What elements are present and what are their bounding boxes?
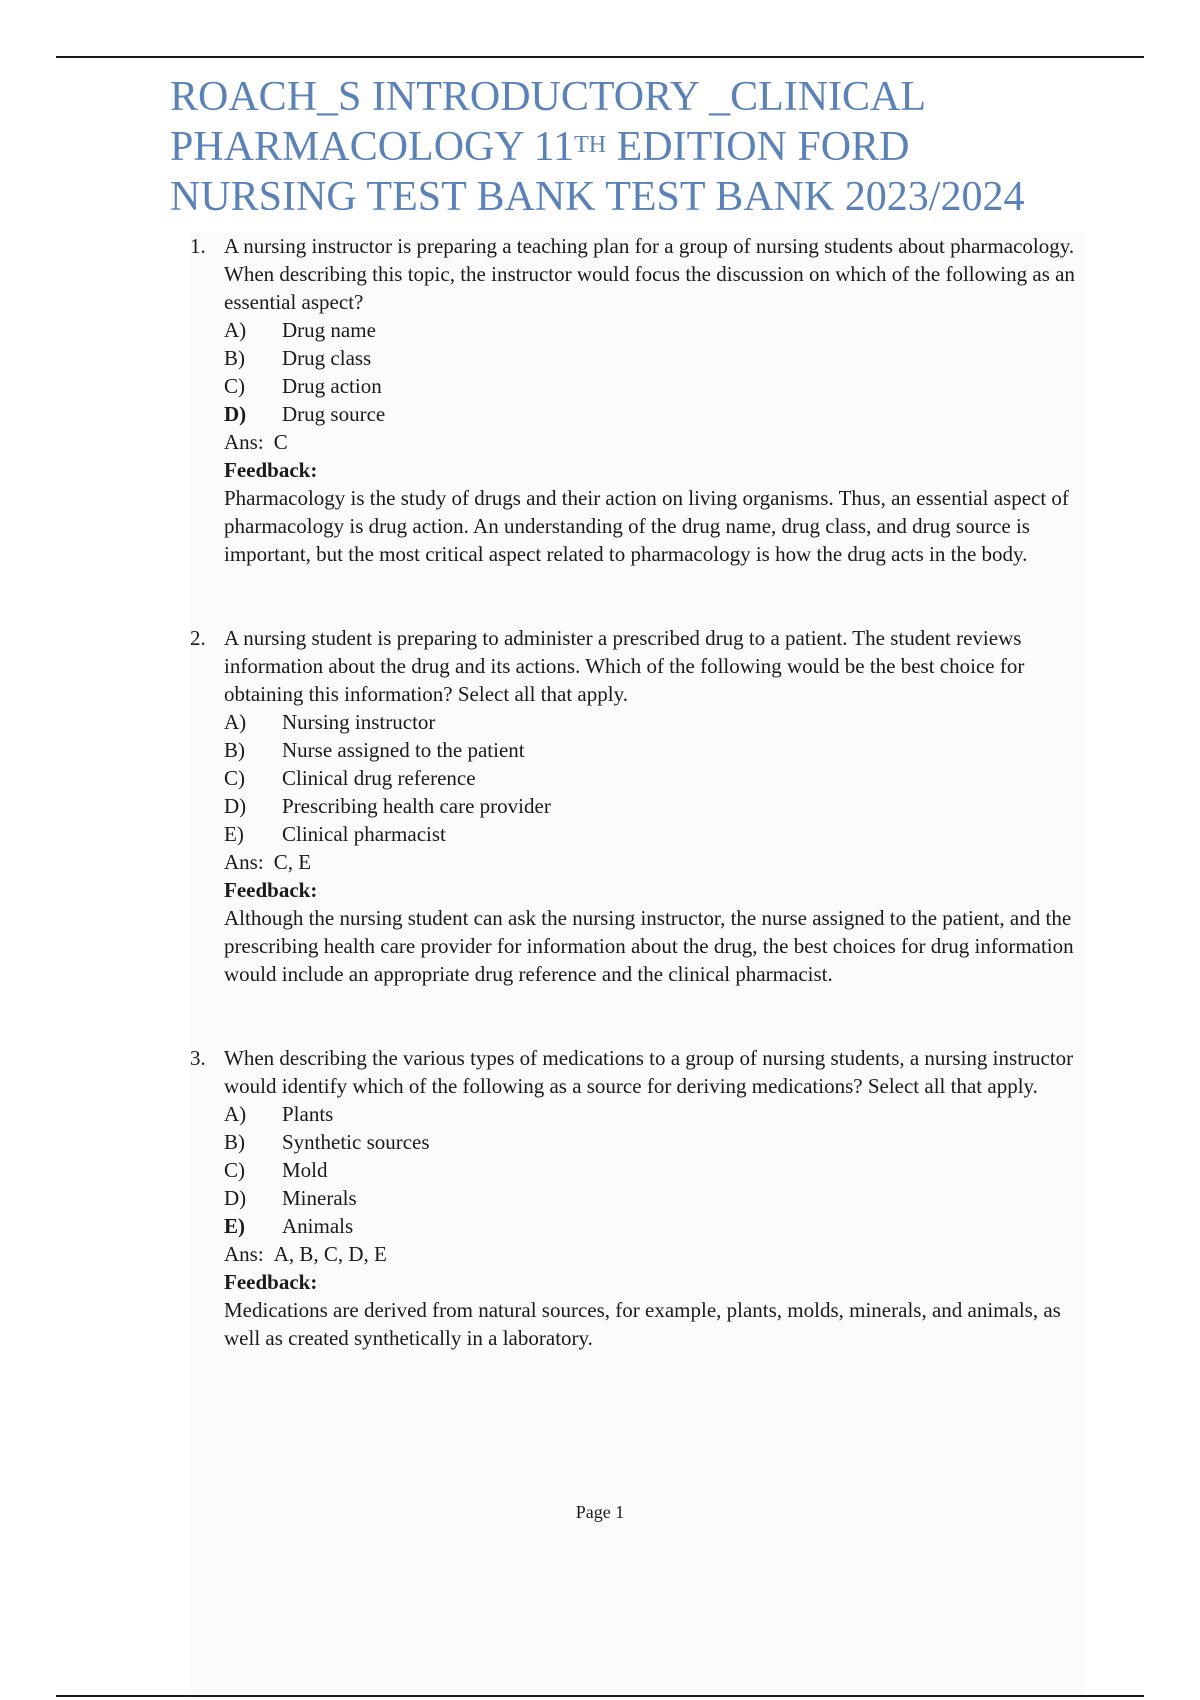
feedback-label: Feedback: bbox=[224, 878, 318, 902]
option-text: Drug source bbox=[282, 402, 386, 426]
option-c bbox=[224, 372, 1090, 400]
question-number: 3. bbox=[190, 1046, 206, 1070]
option-text: Clinical pharmacist bbox=[282, 822, 446, 846]
option-b bbox=[224, 736, 1090, 764]
answer-value: C, E bbox=[273, 850, 312, 874]
option-text: Animals bbox=[282, 1214, 354, 1238]
feedback-label: Feedback: bbox=[224, 458, 318, 482]
option-d bbox=[224, 400, 1090, 428]
option-letter: E) bbox=[224, 822, 244, 846]
option-c bbox=[224, 764, 1090, 792]
question-number: 2. bbox=[190, 626, 206, 650]
option-letter: B) bbox=[224, 346, 245, 370]
option-letter: C) bbox=[224, 1158, 245, 1182]
option-text: Mold bbox=[282, 1158, 328, 1182]
option-letter: C) bbox=[224, 374, 245, 398]
option-text: Clinical drug reference bbox=[282, 766, 476, 790]
answer-label: Ans: bbox=[224, 1242, 264, 1266]
option-letter: D) bbox=[224, 1186, 247, 1210]
answer-line bbox=[224, 848, 1090, 876]
option-letter: A) bbox=[224, 1102, 247, 1126]
page-number: Page 1 bbox=[575, 1502, 625, 1522]
option-list bbox=[224, 316, 1090, 428]
option-b bbox=[224, 344, 1090, 372]
option-e bbox=[224, 1212, 1090, 1240]
option-d bbox=[224, 792, 1090, 820]
question-2 bbox=[190, 624, 1090, 988]
question-list bbox=[190, 232, 1090, 1352]
question-3 bbox=[190, 1044, 1090, 1352]
document-title bbox=[170, 72, 1130, 222]
bottom-rule bbox=[56, 1695, 1144, 1697]
option-e bbox=[224, 820, 1090, 848]
option-letter: E) bbox=[224, 1214, 245, 1238]
question-number: 1. bbox=[190, 234, 206, 258]
question-stem: A nursing instructor is preparing a teaching plan for a group of nursing students about pharmacology. When describing this topic, the instructor would focus the discussion on which of the following as an essential aspect? bbox=[224, 234, 1075, 314]
feedback-text: Medications are derived from natural sources, for example, plants, molds, minerals, and animals, as well as created synthetically in a laboratory. bbox=[224, 1298, 1061, 1350]
question-stem: A nursing student is preparing to administer a prescribed drug to a patient. The student reviews information about the drug and its actions. Which of the following would be the best choice for obtaining this information? Select all that apply. bbox=[224, 626, 1025, 706]
option-a bbox=[224, 708, 1090, 736]
option-list bbox=[224, 708, 1090, 848]
option-letter: A) bbox=[224, 318, 247, 342]
option-d bbox=[224, 1184, 1090, 1212]
title-line-2-pre: PHARMACOLOGY 11 bbox=[170, 124, 575, 170]
feedback-label: Feedback: bbox=[224, 1270, 318, 1294]
feedback-text: Pharmacology is the study of drugs and their action on living organisms. Thus, an essential aspect of pharmacology is drug action. An understanding of the drug name, drug class, and drug source is important, but the most critical aspect related to pharmacology is how the drug acts in the body. bbox=[224, 486, 1069, 566]
answer-label: Ans: bbox=[224, 850, 264, 874]
option-text: Plants bbox=[282, 1102, 334, 1126]
option-text: Nursing instructor bbox=[282, 710, 436, 734]
option-text: Synthetic sources bbox=[282, 1130, 430, 1154]
option-b bbox=[224, 1128, 1090, 1156]
answer-value: C bbox=[273, 430, 288, 454]
question-1 bbox=[190, 232, 1090, 568]
title-line-2-post: EDITION FORD bbox=[606, 124, 910, 170]
option-text: Drug action bbox=[282, 374, 382, 398]
option-a bbox=[224, 1100, 1090, 1128]
option-text: Nurse assigned to the patient bbox=[282, 738, 525, 762]
option-text: Minerals bbox=[282, 1186, 357, 1210]
option-letter: B) bbox=[224, 1130, 245, 1154]
answer-line bbox=[224, 428, 1090, 456]
title-line-1: ROACH_S INTRODUCTORY _CLINICAL bbox=[170, 74, 927, 120]
option-letter: B) bbox=[224, 738, 245, 762]
option-list bbox=[224, 1100, 1090, 1240]
option-text: Drug name bbox=[282, 318, 376, 342]
option-text: Drug class bbox=[282, 346, 372, 370]
option-c bbox=[224, 1156, 1090, 1184]
answer-value: A, B, C, D, E bbox=[273, 1242, 387, 1266]
option-a bbox=[224, 316, 1090, 344]
option-text: Prescribing health care provider bbox=[282, 794, 551, 818]
answer-label: Ans: bbox=[224, 430, 264, 454]
option-letter: D) bbox=[224, 402, 247, 426]
feedback-text: Although the nursing student can ask the nursing instructor, the nurse assigned to the patient, and the prescribing health care provider for information about the drug, the best choices for drug information would include an appropriate drug reference and the clinical pharmacist. bbox=[224, 906, 1074, 986]
option-letter: A) bbox=[224, 710, 247, 734]
top-rule bbox=[56, 56, 1144, 58]
question-stem: When describing the various types of medications to a group of nursing students, a nursing instructor would identify which of the following as a source for deriving medications? Select all that apply. bbox=[224, 1046, 1074, 1098]
title-line-3: NURSING TEST BANK TEST BANK 2023/2024 bbox=[170, 174, 1025, 220]
answer-line bbox=[224, 1240, 1090, 1268]
option-letter: D) bbox=[224, 794, 247, 818]
title-superscript: TH bbox=[574, 132, 607, 158]
option-letter: C) bbox=[224, 766, 245, 790]
